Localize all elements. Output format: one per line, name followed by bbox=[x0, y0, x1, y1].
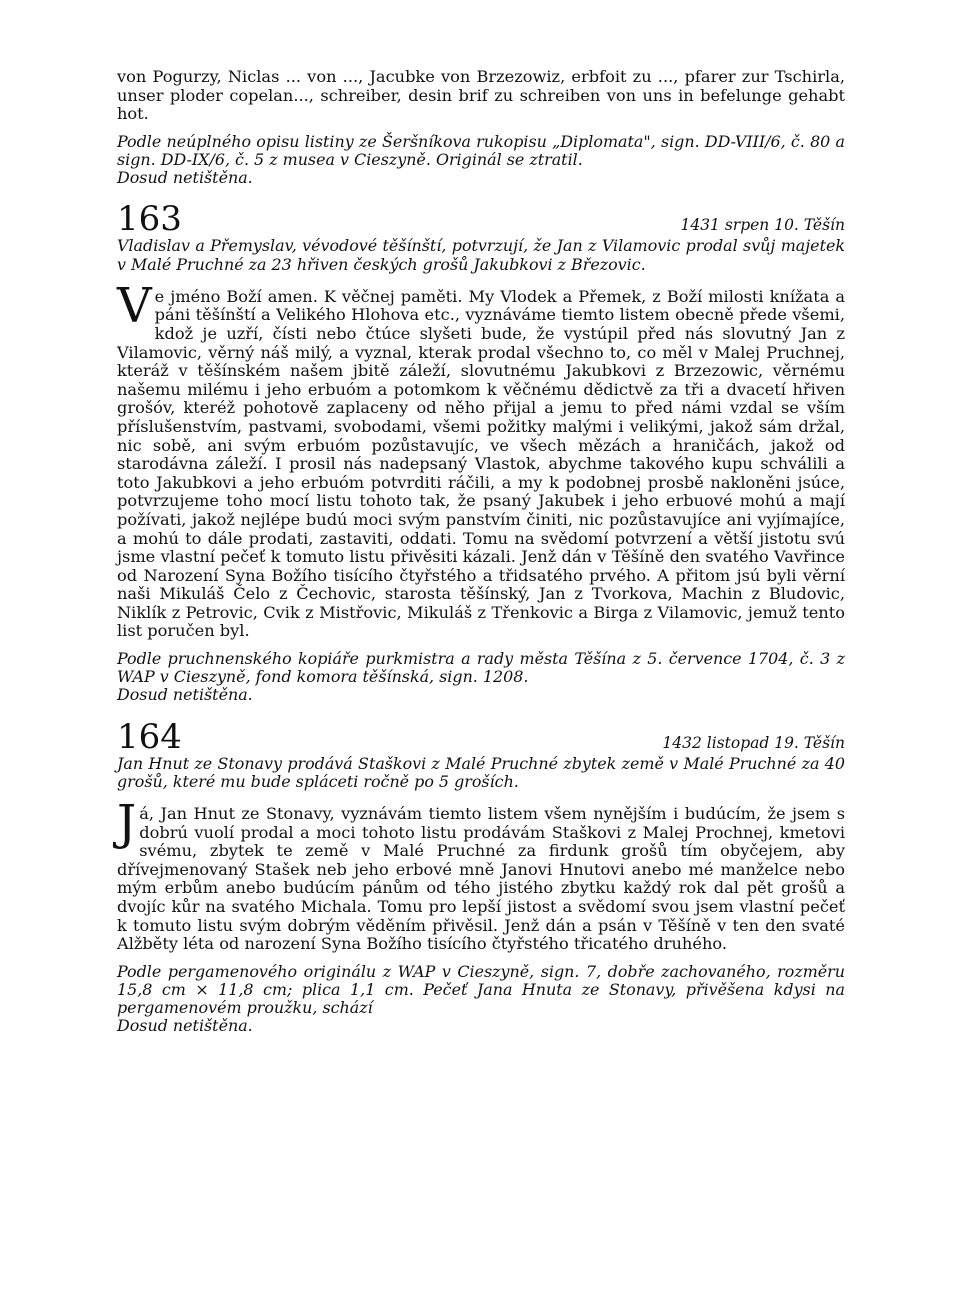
doc163-date: 1431 srpen 10. Těšín bbox=[680, 216, 845, 235]
intro-status: Dosud netištěna. bbox=[117, 168, 253, 188]
doc163-summary: Vladislav a Přemyslav, vévodové těšínští, potvrzují, že Jan z Vilamovic prodal svůj majetek v Malé Pruchné za 23 hřiven českých grošů Jakubkovi z Březovic. bbox=[117, 236, 845, 274]
doc163-body bbox=[117, 277, 845, 641]
doc164-initial: J bbox=[117, 795, 137, 852]
intro-source-note: Podle neúplného opisu listiny ze Šeršníkova rukopisu „Diplomata", sign. DD-VIII/6, č. 80 a sign. DD-IX/6, č. 5 z musea v Cieszyně. Originál se ztratil. bbox=[117, 131, 845, 169]
doc164-body bbox=[117, 795, 845, 954]
doc164-source-note: Podle pergamenového originálu z WAP v Cieszyně, sign. 7, dobře zachovaného, rozměru 15,8 cm × 11,8 cm; plica 1,1 cm. Pečeť Jana Hnuta ze Stonavy, přivěšena kdysi na pergamenovém proužku, schází bbox=[117, 961, 845, 1018]
intro-text: von Pogurzy, Niclas ... von ..., Jacubke von Brzezowiz, erbfoit zu ..., pfarer zur Tschirla, unser ploder copelan..., schreiber, desin brif zu schreiben von uns in befelunge gehabt hot. bbox=[117, 67, 845, 124]
doc163-initial: V bbox=[117, 277, 152, 334]
doc163-status: Dosud netištěna. bbox=[117, 685, 253, 705]
doc163-source-note: Podle pruchnenského kopiáře purkmistra a rady města Těšína z 5. července 1704, č. 3 z WAP v Cieszyně, fond komora těšínská, sign. 1208. bbox=[117, 649, 845, 687]
doc163-text: e jméno Boží amen. K věčnej paměti. My Vlodek a Přemek, z Boží milosti knížata a páni těšínští a Velikého Hlohova etc., vyznáváme tiemto listem obecně přede všemi, kdož je uzří, čísti nebo čtúce slyšeti bude, že vystúpil před nás slovutný Jan z Vilamovic, věrný náš milý, a vyznal, kterak prodal všechno to, co měl v Malej Pruchnej, kteráž v těšínském našem jbitě záleží, slovutnému Jakubkovi z Brzezowic, věrnému našemu milému i jeho erbuóm a potomkom k věčnému dědictvě za tři a dvacetí hřiven grošóv, kteréž pohotově zaplaceny od něho přijal a jemu to před námi vzdal se vším příslušenstvím, pastvami, svobodami, všemi požitky malými i velikými, jakož sám držal, nic sobě, ani svým erbuóm pozůstavujíc, ve všech mězách a hraničách, jakož od starodávna záleží. I prosil nás nadepsaný Vlastok, abychme takového kupu schválili a toto Jakubkovi a jeho erbuóm potvrditi ráčili, a my k podobnej prosbě nakloněni jsúce, potvrzujeme toho mocí listu tohoto tak, že psaný Jakubek i jeho erbuové mohú a mají požívati, jakož nejlépe budú moci svým panstvím činiti, nic pozůstavujíce ani vyjímajíce, a mohú to dále prodati, zastaviti, oddati. Tomu na svědomí potvrzení a větší jistotu svú jsme vlastní pečeť k tomuto listu přivěsiti kázali. Jenž dán v Těšíně den svatého Vavřince od Narození Syna Božího tisícího čtyřstého a třidsatého prvého. A přitom jsú byli věrní naši Mikuláš Čelo z Čechovic, starosta těšínský, Jan z Tvorkova, Machin z Bludovic, Niklík z Petrovic, Cvik z Mistřovic, Mikuláš z Třenkovic a Birga z Vilamovic, jemuž tento list poručen byl. bbox=[117, 286, 845, 641]
doc164-status: Dosud netištěna. bbox=[117, 1016, 253, 1036]
doc164-text: á, Jan Hnut ze Stonavy, vyznávám tiemto listem všem nynějším i budúcím, že jsem s dobrú vuolí prodal a moci tohoto listu prodávám Staškovi z Malej Prochnej, kmetovi svému, zbytek te země v Malé Pruchné za firdunk grošů tím obyčejem, aby dřívejmenovaný Stašek neb jeho erbové mně Janovi Hnutovi anebo mé manželce nebo mým erbům anebo budúcím pánům od tého jistého zbytku každý rok dal pět grošů a dvojíc kůr na svatého Michala. Tomu pro lepší jistost a svědomí svou jsem vlastní pečeť k tomuto listu svým dobrým věděním přivěsil. Jenž dán a psán v Těšíně v ten den svaté Alžběty léta od narození Syna Božího tisícího čtyřstého třicatého druhého. bbox=[117, 804, 845, 954]
doc163-number: 163 bbox=[117, 199, 182, 240]
doc164-date: 1432 listopad 19. Těšín bbox=[662, 733, 845, 752]
document-page bbox=[117, 68, 845, 1036]
doc164-summary: Jan Hnut ze Stonavy prodává Staškovi z Malé Pruchné zbytek země v Malé Pruchné za 40 grošů, které mu bude spláceti ročně po 5 groších. bbox=[117, 753, 845, 791]
doc163-header bbox=[117, 199, 845, 240]
doc164-number: 164 bbox=[117, 716, 182, 757]
doc164-header bbox=[117, 716, 845, 757]
